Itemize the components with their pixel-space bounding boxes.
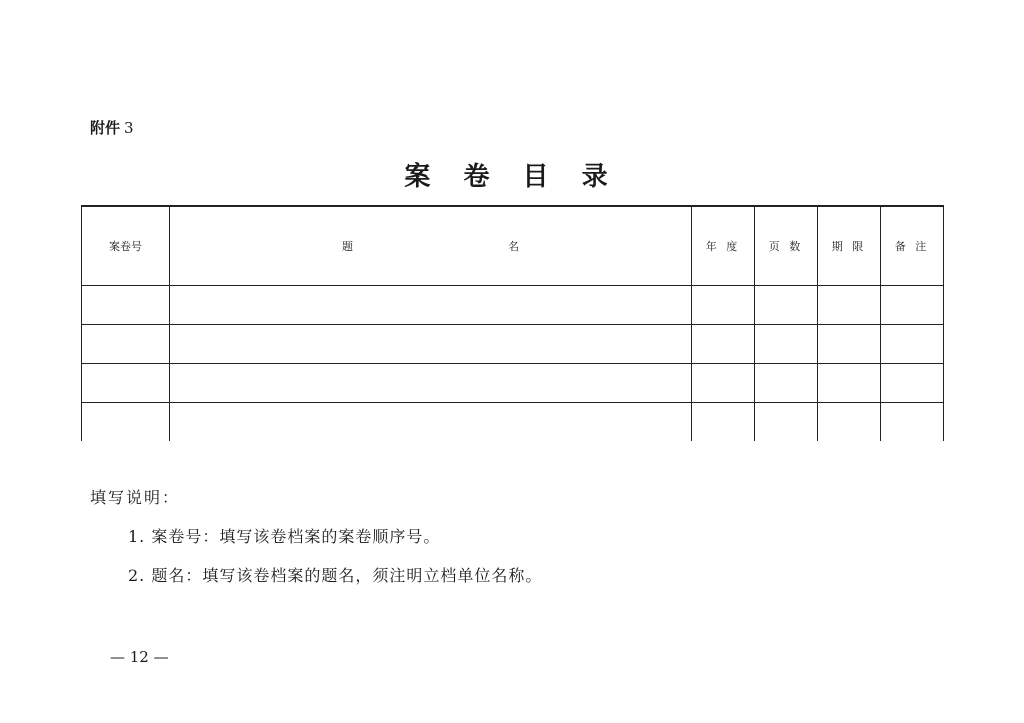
table-cell	[170, 325, 692, 364]
attachment-number: 3	[124, 119, 134, 137]
header-title	[170, 206, 692, 286]
header-period: 期 限	[818, 206, 881, 286]
table-cell	[755, 286, 818, 325]
table-row	[82, 364, 944, 403]
table-row	[82, 286, 944, 325]
attachment-label	[90, 117, 134, 138]
table-cell	[881, 403, 944, 442]
table-cell	[82, 325, 170, 364]
header-remarks: 备 注	[881, 206, 944, 286]
table-row	[82, 325, 944, 364]
page-number: — 12 —	[110, 648, 169, 666]
table-cell	[755, 325, 818, 364]
table-cell	[755, 364, 818, 403]
table-cell	[692, 286, 755, 325]
instructions-heading: 填写说明：	[90, 488, 181, 507]
table-row	[82, 403, 944, 442]
instruction-item: 1. 案卷号：填写该卷档案的案卷顺序号。	[128, 527, 441, 546]
table-cell	[881, 364, 944, 403]
table-cell	[818, 286, 881, 325]
table-cell	[818, 325, 881, 364]
table-cell	[818, 403, 881, 442]
table-cell	[82, 286, 170, 325]
header-title-left: 题	[342, 240, 356, 253]
table-cell	[82, 364, 170, 403]
table-cell	[692, 364, 755, 403]
table-cell	[170, 364, 692, 403]
instruction-item: 2. 题名：填写该卷档案的题名，须注明立档单位名称。	[128, 566, 543, 585]
header-title-right: 名	[508, 240, 522, 253]
table-cell	[82, 403, 170, 442]
table-header-row	[82, 206, 944, 286]
header-volume-no: 案卷号	[82, 206, 170, 286]
catalog-table	[81, 205, 944, 441]
table-cell	[170, 403, 692, 442]
table-cell	[692, 325, 755, 364]
document-title: 案 卷 目 录	[404, 162, 620, 192]
table-cell	[755, 403, 818, 442]
attachment-text: 附件	[90, 119, 121, 137]
table-cell	[692, 403, 755, 442]
instructions	[90, 485, 542, 586]
table-cell	[170, 286, 692, 325]
table-cell	[881, 325, 944, 364]
table-cell	[818, 364, 881, 403]
header-year: 年 度	[692, 206, 755, 286]
header-pages: 页 数	[755, 206, 818, 286]
table-cell	[881, 286, 944, 325]
